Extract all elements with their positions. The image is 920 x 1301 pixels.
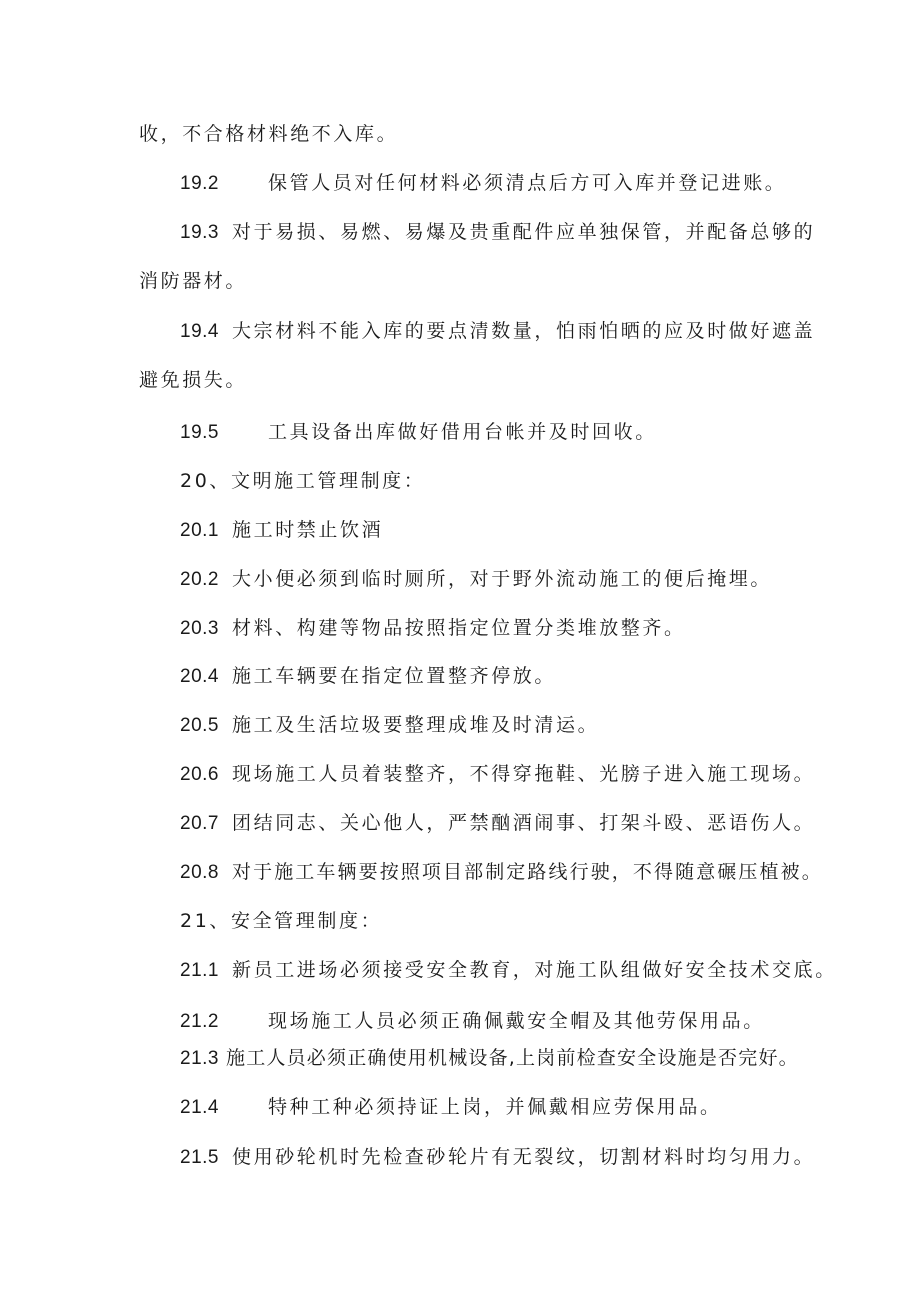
section-heading-text: 21、安全管理制度：	[180, 910, 383, 932]
clause-number: 21.5	[180, 1147, 219, 1168]
clause-text: 工具设备出库做好借用台帐并及时回收。	[268, 421, 657, 443]
section-heading-20	[180, 468, 425, 494]
clause-text: 现场施工人员着装整齐，不得穿拖鞋、光膀子进入施工现场。	[232, 763, 816, 785]
clause-text: 对于易损、易燃、易爆及贵重配件应单独保管，并配备总够的	[232, 221, 816, 243]
clause-number: 20.2	[180, 569, 219, 590]
clause-number: 20.5	[180, 715, 219, 736]
clause-20-3	[180, 615, 686, 642]
clause-21-5	[180, 1144, 815, 1171]
clause-text: 大小便必须到临时厕所，对于野外流动施工的便后掩埋。	[232, 568, 773, 590]
clause-20-1	[180, 517, 383, 544]
clause-20-8	[180, 859, 823, 886]
clause-number: 20.6	[180, 764, 219, 785]
clause-text: 大宗材料不能入库的要点清数量，怕雨怕晒的应及时做好遮盖	[232, 320, 816, 342]
clause-text: 施工人员必须正确使用机械设备,上岗前检查安全设施是否完好。	[226, 1047, 799, 1069]
clause-text: 消防器材。	[139, 270, 248, 292]
clause-21-1	[180, 957, 837, 984]
clause-20-4	[180, 663, 556, 690]
clause-21-4	[180, 1094, 722, 1121]
clause-20-2	[180, 566, 772, 593]
clause-number: 20.4	[180, 666, 219, 687]
clause-19-4	[180, 318, 815, 345]
clause-text: 新员工进场必须接受安全教育，对施工队组做好安全技术交底。	[232, 959, 837, 981]
clause-number: 20.8	[180, 862, 219, 883]
section-heading-21	[180, 908, 382, 934]
clause-number: 21.1	[180, 960, 219, 981]
clause-number: 19.4	[180, 321, 219, 342]
clause-text: 施工车辆要在指定位置整齐停放。	[232, 665, 557, 687]
clause-number: 21.2	[180, 1011, 219, 1032]
clause-20-5	[180, 712, 599, 739]
clause-text: 团结同志、关心他人，严禁酗酒闹事、打架斗殴、恶语伤人。	[232, 812, 816, 834]
clause-21-2	[180, 1008, 765, 1035]
clause-text: 材料、构建等物品按照指定位置分类堆放整齐。	[232, 617, 686, 639]
clause-text: 保管人员对任何材料必须清点后方可入库并登记进账。	[268, 172, 787, 194]
clause-19-5	[180, 419, 657, 446]
clause-19-2	[180, 170, 786, 197]
clause-text: 避免损失。	[139, 369, 248, 391]
clause-text: 使用砂轮机时先检查砂轮片有无裂纹，切割材料时均匀用力。	[232, 1146, 816, 1168]
clause-21-3	[180, 1045, 799, 1072]
paragraph-continuation	[139, 121, 398, 147]
clause-19-4-continuation	[139, 367, 247, 393]
clause-text: 特种工种必须持证上岗，并佩戴相应劳保用品。	[268, 1096, 722, 1118]
clause-19-3-continuation	[139, 268, 247, 294]
clause-text: 现场施工人员必须正确佩戴安全帽及其他劳保用品。	[268, 1010, 765, 1032]
clause-number: 20.1	[180, 520, 219, 541]
clause-text: 施工及生活垃圾要整理成堆及时清运。	[232, 714, 600, 736]
clause-number: 21.4	[180, 1097, 219, 1118]
clause-19-3	[180, 219, 815, 246]
section-heading-text: 20、文明施工管理制度：	[180, 470, 426, 492]
clause-20-6	[180, 761, 815, 788]
paragraph-text: 收，不合格材料绝不入库。	[139, 123, 399, 145]
clause-number: 20.7	[180, 813, 219, 834]
clause-number: 19.3	[180, 222, 219, 243]
clause-number: 20.3	[180, 618, 219, 639]
clause-number: 19.2	[180, 173, 219, 194]
clause-number: 19.5	[180, 422, 219, 443]
clause-text: 对于施工车辆要按照项目部制定路线行驶，不得随意碾压植被。	[232, 861, 823, 883]
clause-number: 21.3	[180, 1048, 219, 1069]
clause-20-7	[180, 810, 815, 837]
clause-text: 施工时禁止饮酒	[232, 519, 384, 541]
